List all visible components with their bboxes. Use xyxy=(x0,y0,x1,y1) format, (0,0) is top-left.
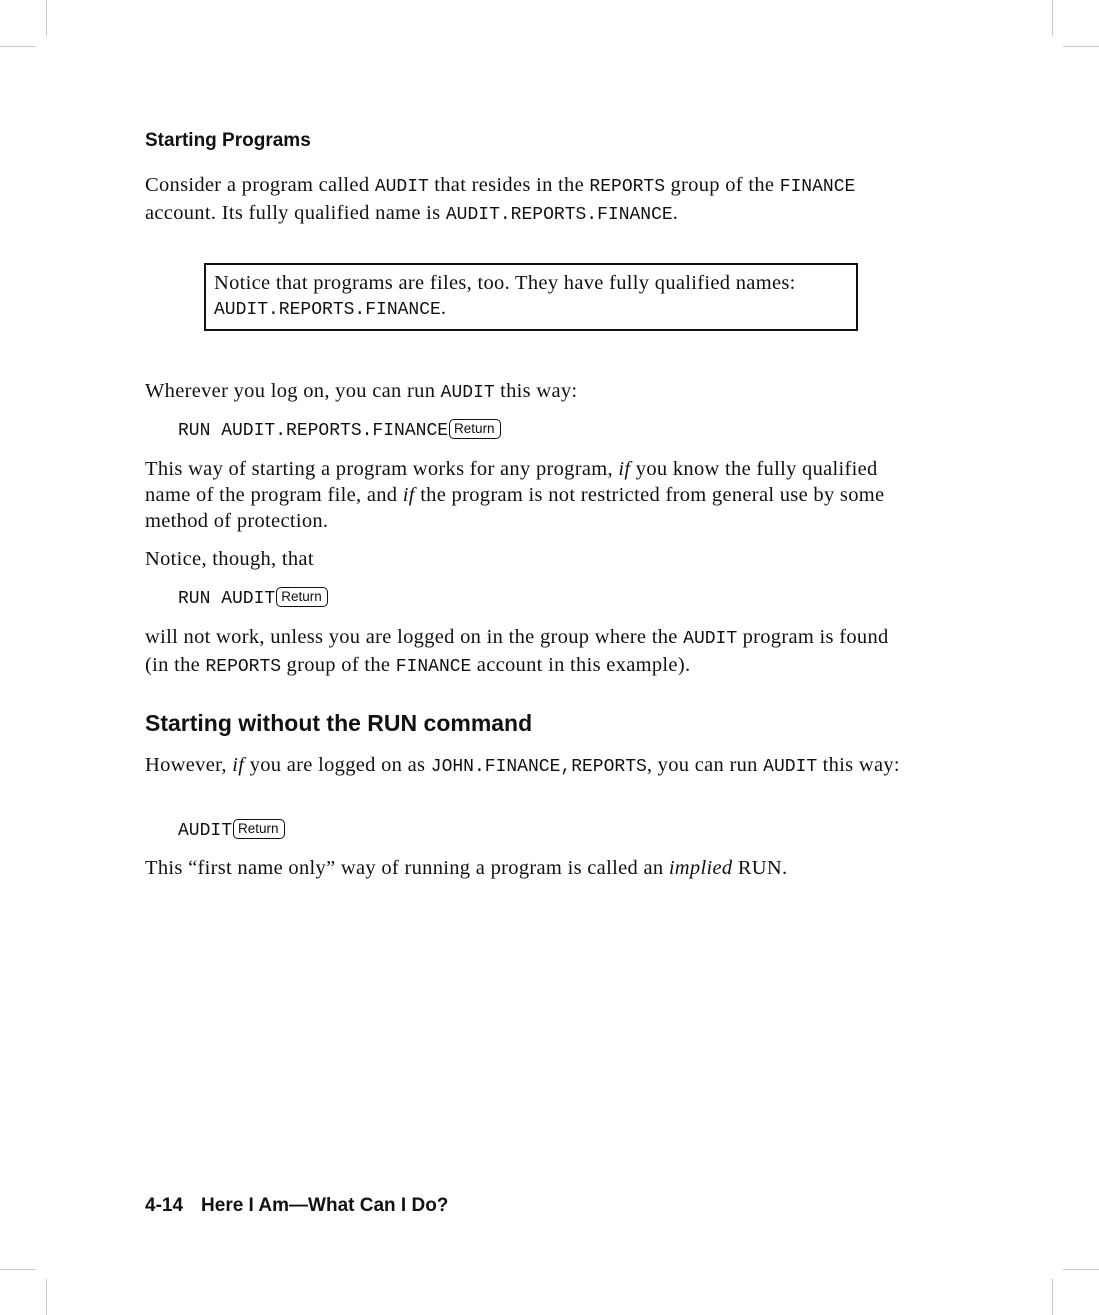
crop-mark xyxy=(46,0,47,36)
return-key-icon: Return xyxy=(276,587,328,607)
subsection-title: Starting without the RUN command xyxy=(145,710,533,736)
run-anywhere-paragraph: Wherever you log on, you can run AUDIT this way: xyxy=(145,380,578,403)
crop-mark xyxy=(1063,1269,1099,1270)
section-title: Starting Programs xyxy=(145,130,311,151)
page-number: 4-14 xyxy=(145,1195,184,1216)
return-key-icon: Return xyxy=(449,419,501,439)
crop-mark xyxy=(1052,0,1053,36)
notice-paragraph: Notice, though, that xyxy=(145,548,314,570)
crop-mark xyxy=(0,46,36,47)
code-example-short-name: RUN AUDIT Return xyxy=(178,587,328,611)
logged-on-paragraph: However, if you are logged on as JOHN.FINANCE,REPORTS, you can run AUDIT this way: xyxy=(145,754,900,777)
fully-qualified-paragraph: This way of starting a program works for any program, if you know the fully qualified name of the program file, and if the program is not restricted from general use by some method of protection. xyxy=(145,458,885,532)
code-example-implied-run: AUDIT Return xyxy=(178,819,285,843)
intro-paragraph: Consider a program called AUDIT that resides in the REPORTS group of the FINANCE account. Its fully qualified name is AUDIT.REPORTS.FINANCE. xyxy=(145,174,856,225)
note-box: Notice that programs are files, too. They have fully qualified names: AUDIT.REPORTS.FINANCE. xyxy=(204,263,858,331)
implied-run-paragraph: This “first name only” way of running a program is called an implied RUN. xyxy=(145,857,788,879)
will-not-work-paragraph: will not work, unless you are logged on in the group where the AUDIT program is found (in the REPORTS group of the FINANCE account in this example). xyxy=(145,626,889,677)
crop-mark xyxy=(0,1269,36,1270)
code-example-full-name: RUN AUDIT.REPORTS.FINANCE Return xyxy=(178,419,501,443)
page-footer xyxy=(145,1195,448,1217)
crop-mark xyxy=(1052,1279,1053,1315)
chapter-title: Here I Am—What Can I Do? xyxy=(201,1195,449,1216)
return-key-icon: Return xyxy=(233,819,285,839)
crop-mark xyxy=(1063,46,1099,47)
crop-mark xyxy=(46,1279,47,1315)
